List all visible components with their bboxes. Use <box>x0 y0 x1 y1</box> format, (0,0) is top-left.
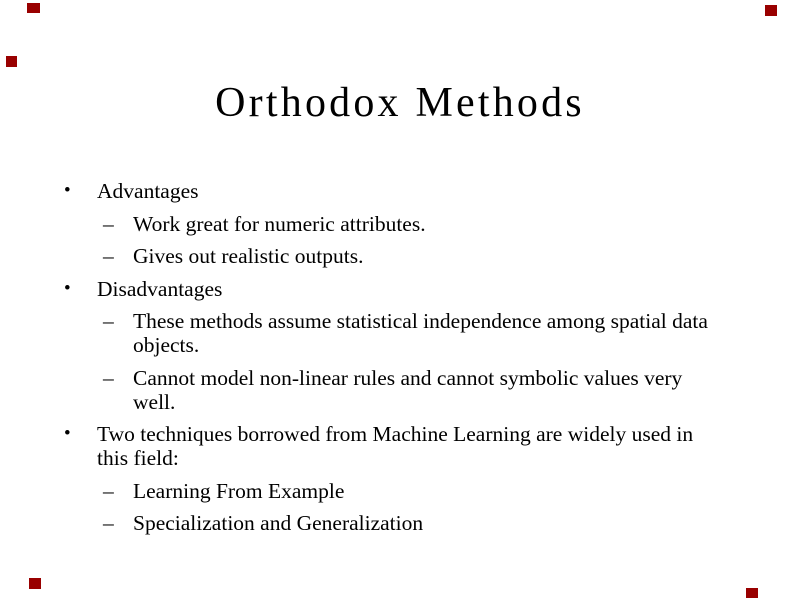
bullet-item <box>0 479 748 503</box>
bullet-marker: • <box>64 423 71 444</box>
bullet-text: Disadvantages <box>97 276 223 301</box>
corner-mark <box>27 3 40 13</box>
dash-marker: – <box>103 211 114 236</box>
bullet-item <box>0 309 748 357</box>
bullet-text: Learning From Example <box>133 478 345 503</box>
corner-mark <box>6 56 17 67</box>
bullet-text: Cannot model non-linear rules and cannot symbolic values very well. <box>133 365 683 414</box>
bullet-item <box>0 511 748 535</box>
bullet-item <box>0 212 748 236</box>
corner-mark <box>746 588 758 598</box>
bullet-text: These methods assume statistical independence among spatial data objects. <box>133 309 708 357</box>
bullet-item <box>0 277 748 301</box>
dash-marker: – <box>103 244 114 268</box>
corner-mark <box>765 5 777 16</box>
bullet-marker: • <box>64 180 71 201</box>
bullet-item <box>0 366 748 414</box>
bullet-text: Work great for numeric attributes. <box>133 211 426 236</box>
bullet-text: Gives out realistic outputs. <box>133 244 364 268</box>
dash-marker: – <box>103 365 114 390</box>
slide-title: Orthodox Methods <box>215 80 585 126</box>
dash-marker: – <box>103 309 114 333</box>
bullet-text: Two techniques borrowed from Machine Learning are widely used in this field: <box>97 422 694 470</box>
bullet-item <box>0 422 748 470</box>
bullet-text: Advantages <box>97 179 199 203</box>
bullet-marker: • <box>64 277 71 299</box>
bullet-item <box>0 179 748 203</box>
dash-marker: – <box>103 511 114 535</box>
corner-mark <box>29 578 41 589</box>
bullet-item <box>0 244 748 268</box>
bullet-text: Specialization and Generalization <box>133 511 424 535</box>
dash-marker: – <box>103 478 114 503</box>
bullet-list <box>0 179 748 544</box>
